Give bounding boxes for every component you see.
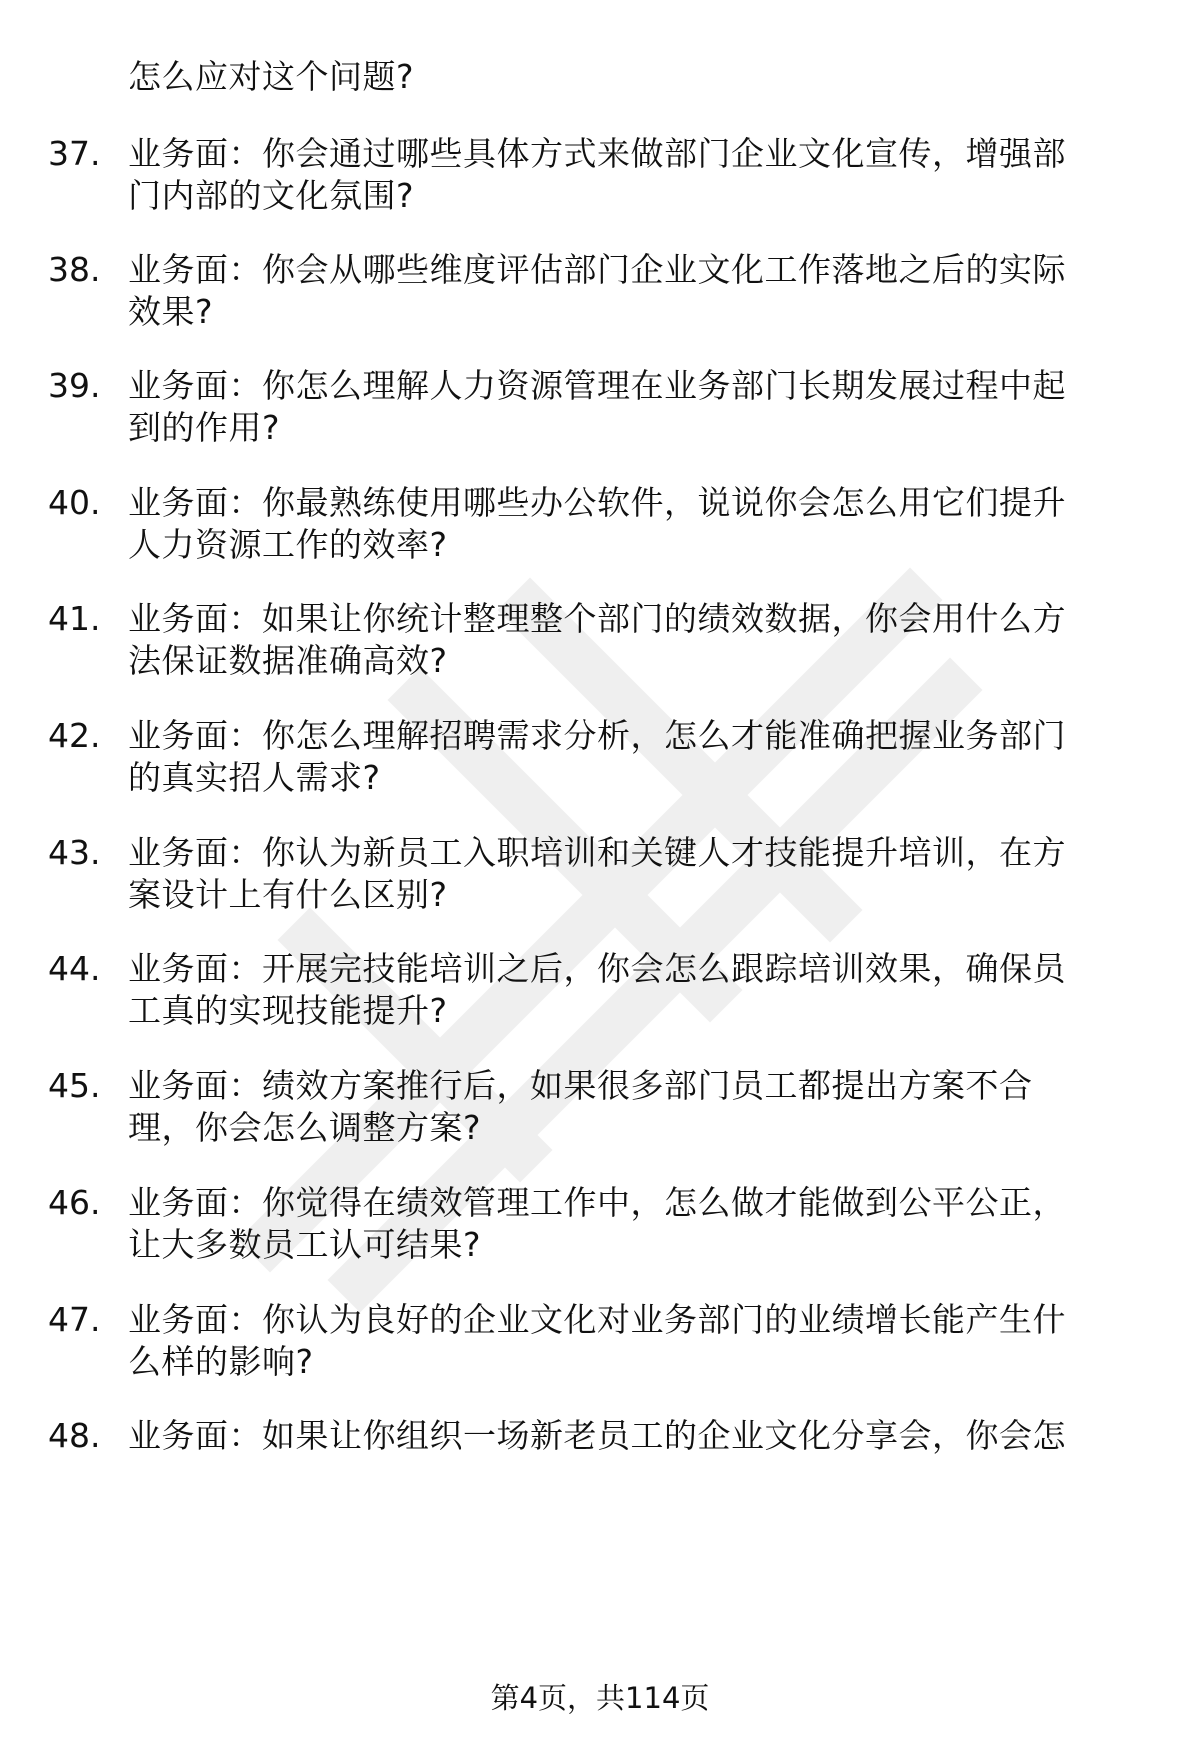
- question-line: 的真实招人需求?: [128, 758, 381, 797]
- question-number: 43.: [48, 833, 101, 872]
- question-line: 么样的影响?: [128, 1342, 314, 1381]
- question-line: 理，你会怎么调整方案?: [128, 1108, 482, 1147]
- question-line: 门内部的文化氛围?: [128, 176, 415, 215]
- question-line: 法保证数据准确高效?: [128, 641, 448, 680]
- question-number: 40.: [48, 483, 101, 522]
- question-line: 业务面：你认为新员工入职培训和关键人才技能提升培训，在方: [128, 833, 1066, 872]
- question-line: 效果?: [128, 292, 214, 331]
- question-number: 39.: [48, 366, 101, 405]
- question-line: 业务面：开展完技能培训之后，你会怎么跟踪培训效果，确保员: [128, 949, 1066, 988]
- question-line: 业务面：你怎么理解人力资源管理在业务部门长期发展过程中起: [128, 366, 1066, 405]
- question-number: 38.: [48, 250, 101, 289]
- page-indicator: 第4页，共114页: [490, 1681, 710, 1715]
- question-line: 业务面：绩效方案推行后，如果很多部门员工都提出方案不合: [128, 1066, 1033, 1105]
- question-line: 业务面：你怎么理解招聘需求分析，怎么才能准确把握业务部门: [128, 716, 1066, 755]
- question-line: 业务面：你觉得在绩效管理工作中，怎么做才能做到公平公正，: [128, 1183, 1066, 1222]
- question-number: 48.: [48, 1416, 101, 1455]
- question-line: 让大多数员工认可结果?: [128, 1225, 482, 1264]
- question-line: 业务面：你最熟练使用哪些办公软件，说说你会怎么用它们提升: [128, 483, 1066, 522]
- question-line: 业务面：你认为良好的企业文化对业务部门的业绩增长能产生什: [128, 1300, 1066, 1339]
- question-line: 业务面：如果让你组织一场新老员工的企业文化分享会，你会怎: [128, 1416, 1066, 1455]
- question-line: 人力资源工作的效率?: [128, 525, 448, 564]
- continuation-line-1: 怎么应对这个问题?: [128, 57, 415, 96]
- question-line: 工真的实现技能提升?: [128, 991, 448, 1030]
- question-number: 46.: [48, 1183, 101, 1222]
- question-number: 45.: [48, 1066, 101, 1105]
- question-number: 42.: [48, 716, 101, 755]
- question-line: 案设计上有什么区别?: [128, 875, 448, 914]
- question-line: 业务面：你会通过哪些具体方式来做部门企业文化宣传，增强部: [128, 134, 1066, 173]
- question-number: 37.: [48, 134, 101, 173]
- question-line: 到的作用?: [128, 408, 281, 447]
- question-number: 47.: [48, 1300, 101, 1339]
- question-number: 44.: [48, 949, 101, 988]
- question-line: 业务面：如果让你统计整理整个部门的绩效数据，你会用什么方: [128, 599, 1066, 638]
- question-line: 业务面：你会从哪些维度评估部门企业文化工作落地之后的实际: [128, 250, 1066, 289]
- question-number: 41.: [48, 599, 101, 638]
